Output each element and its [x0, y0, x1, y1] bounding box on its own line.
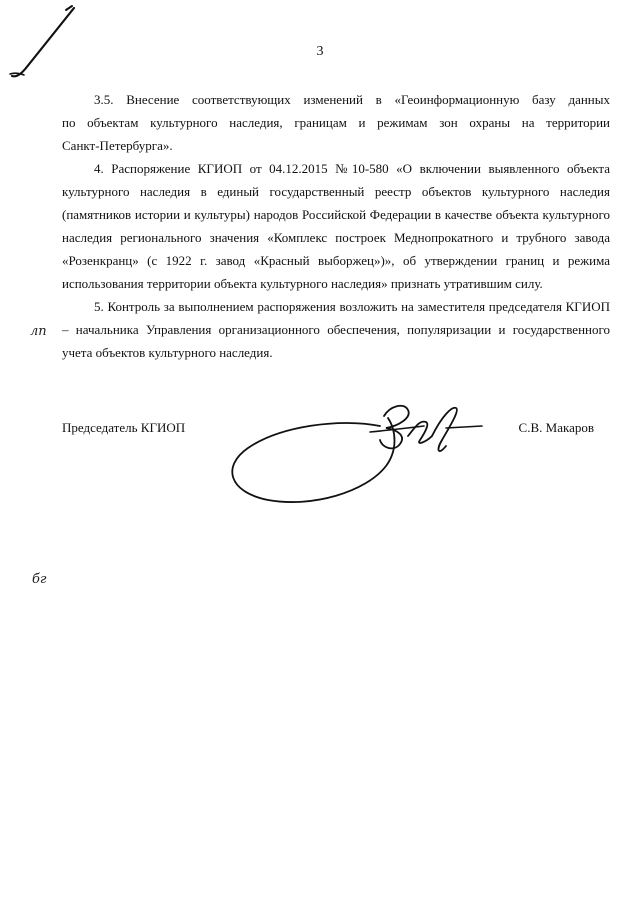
- text-line: – начальника Управления организационного обеспечения, популяризации и государственного: [62, 322, 610, 337]
- text-line: учета объектов культурного наследия.: [62, 345, 273, 360]
- margin-handwritten-mark: бг: [32, 572, 47, 587]
- text-line: использования территории объекта культурного наследия» признать утратившим силу.: [62, 276, 543, 291]
- paragraph-4: [62, 157, 610, 295]
- text-line: (памятников истории и культуры) народов Российской Федерации в качестве объекта культурного: [62, 207, 610, 222]
- document-body: [62, 88, 610, 364]
- text-line: по объектам культурного наследия, границам и режимам зон охраны на территории: [62, 115, 610, 130]
- paragraph-3-5: [62, 88, 610, 157]
- text-line: «Розенкранц» (с 1922 г. завод «Красный выборжец»)», об утверждении границ и режима: [62, 253, 610, 268]
- page-number: 3: [316, 44, 324, 59]
- signatory-name: С.В. Макаров: [518, 420, 594, 435]
- text-line: 3.5. Внесение соответствующих изменений в «Геоинформационную базу данных: [94, 92, 610, 107]
- text-line: культурного наследия в единый государственный реестр объектов культурного наследия: [62, 184, 610, 199]
- margin-handwritten-mark: лп: [30, 324, 47, 339]
- handwritten-signature: [220, 396, 490, 506]
- paragraph-5: [62, 295, 610, 364]
- text-line: Санкт-Петербурга».: [62, 138, 173, 153]
- text-line: наследия регионального значения «Комплекс построек Меднопрокатного и трубного завода: [62, 230, 610, 245]
- text-line: 4. Распоряжение КГИОП от 04.12.2015 №10-580 «О включении выявленного объекта: [94, 161, 610, 176]
- text-line: 5. Контроль за выполнением распоряжения возложить на заместителя председателя КГИОП: [94, 299, 610, 314]
- handwritten-corner-mark: [4, 2, 84, 84]
- signatory-title: Председатель КГИОП: [62, 420, 186, 435]
